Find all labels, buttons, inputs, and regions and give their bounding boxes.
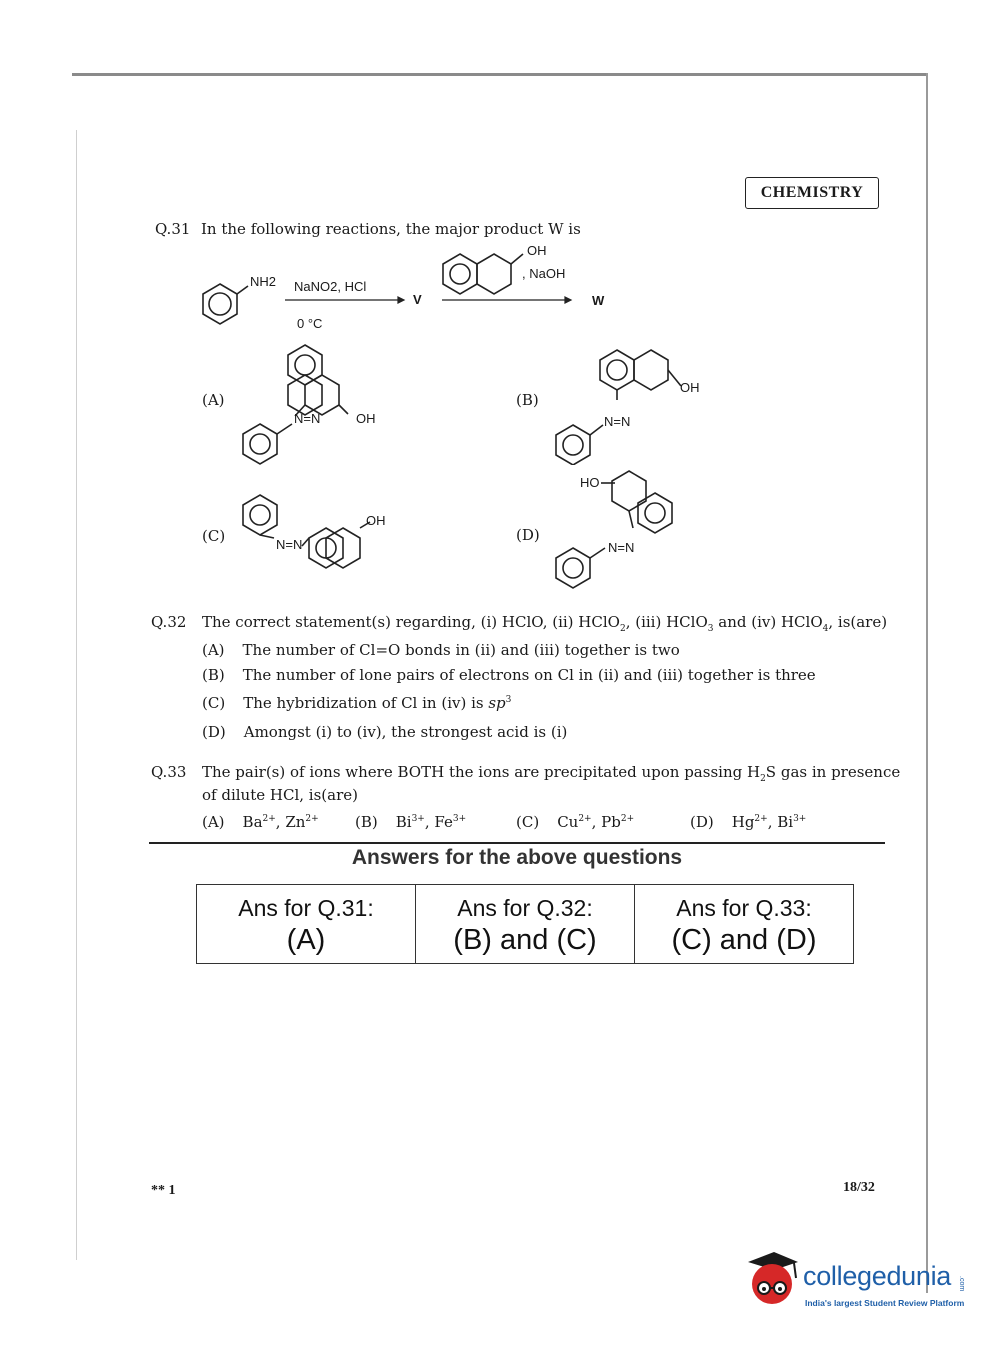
q31-reaction-scheme — [190, 240, 620, 340]
q31-option-b-oh: OH — [680, 380, 700, 395]
q31-option-c-azo: N=N — [276, 537, 303, 552]
q31-option-b-structure — [553, 345, 693, 465]
q31-option-a-structure — [240, 340, 380, 465]
q33-text-line1: The pair(s) of ions where BOTH the ions are precipitated upon passing $H_2S$ gas in presence — [202, 763, 901, 784]
answers-table — [196, 884, 854, 964]
q33-option-c: (C) $Cu^{2+}$, $Pb^{2+}$ — [516, 813, 635, 831]
reagent-2-oh: OH — [527, 243, 547, 258]
condition-1: 0 °C — [297, 316, 323, 331]
q31-option-b-azo: N=N — [604, 414, 631, 429]
q33-number: Q.33 — [151, 763, 187, 781]
q31-text: In the following reactions, the major product W is — [201, 220, 581, 238]
q33-text-line2: of dilute HCl, is(are) — [202, 786, 358, 804]
q31-option-d-ho: HO — [580, 475, 600, 490]
answer-value: (B) and (C) — [453, 924, 597, 956]
q32-option-a: (A) The number of Cl=O bonds in (ii) and (iii) together is two — [202, 641, 680, 659]
q33-option-d: (D) $Hg^{2+}$, $Bi^{3+}$ — [690, 813, 807, 831]
q32-number: Q.32 — [151, 613, 187, 631]
q31-option-a-label: (A) — [202, 391, 225, 409]
q31-number: Q.31 — [155, 220, 191, 238]
reaction-arrow-1 — [285, 297, 404, 303]
q31-option-a-oh: OH — [356, 411, 376, 426]
q31-option-a-azo: N=N — [294, 411, 321, 426]
reaction-arrow-2 — [442, 297, 571, 303]
q32-option-b: (B) The number of lone pairs of electrons on Cl in (ii) and (iii) together is three — [202, 666, 816, 684]
brand-name: collegedunia — [803, 1261, 952, 1291]
q31-option-c-label: (C) — [202, 527, 226, 545]
q31-option-c-oh: OH — [366, 513, 386, 528]
reagent-2-base: , NaOH — [522, 266, 566, 281]
naphthol-reagent — [443, 254, 523, 294]
top-rule — [72, 73, 928, 76]
q31-option-c-structure — [240, 490, 390, 585]
q31-option-d-structure — [553, 466, 693, 591]
answer-cell-q33 — [635, 885, 853, 963]
q32-option-d: (D) Amongst (i) to (iv), the strongest acid is (i) — [202, 723, 568, 741]
product-w: W — [592, 293, 605, 308]
footer-left: ** 1 — [151, 1183, 176, 1198]
answers-heading: Answers for the above questions — [351, 846, 683, 869]
answer-cell-q31 — [197, 885, 416, 963]
q32-text: The correct statement(s) regarding, (i) HClO, (ii) HClO$_2$, (iii) HClO$_3$ and (iv) HClO$_4$, is(are) — [202, 613, 888, 634]
q33-option-b: (B) $Bi^{3+}$, $Fe^{3+}$ — [355, 813, 467, 831]
brand-tagline: India's largest Student Review Platform — [805, 1298, 965, 1308]
collegedunia-logo-icon — [742, 1248, 800, 1310]
subject-label: CHEMISTRY — [745, 177, 879, 209]
answer-value: (A) — [286, 924, 326, 956]
q31-option-d-azo: N=N — [608, 540, 635, 555]
nh2-group: NH2 — [250, 274, 277, 289]
right-edge — [926, 73, 928, 1293]
brand-dotcom: .com — [958, 1276, 965, 1292]
intermediate-v: V — [413, 292, 422, 307]
answer-cell-q32 — [416, 885, 635, 963]
answer-label: Ans for Q.32: — [457, 895, 593, 921]
answers-divider — [149, 842, 885, 844]
reagent-1: NaNO2, HCl — [294, 279, 367, 294]
answer-label: Ans for Q.31: — [238, 895, 374, 921]
left-edge — [76, 130, 77, 1260]
q31-option-b-label: (B) — [516, 391, 539, 409]
answer-label: Ans for Q.33: — [676, 895, 812, 921]
q32-option-c: (C) The hybridization of Cl in (iv) is $sp^3$ — [202, 694, 512, 712]
q31-option-d-label: (D) — [516, 526, 540, 544]
q33-option-a: (A) $Ba^{2+}$, $Zn^{2+}$ — [202, 813, 319, 831]
aniline-ring — [203, 284, 248, 324]
page-number: 18/32 — [843, 1180, 875, 1195]
answer-value: (C) and (D) — [671, 924, 817, 956]
